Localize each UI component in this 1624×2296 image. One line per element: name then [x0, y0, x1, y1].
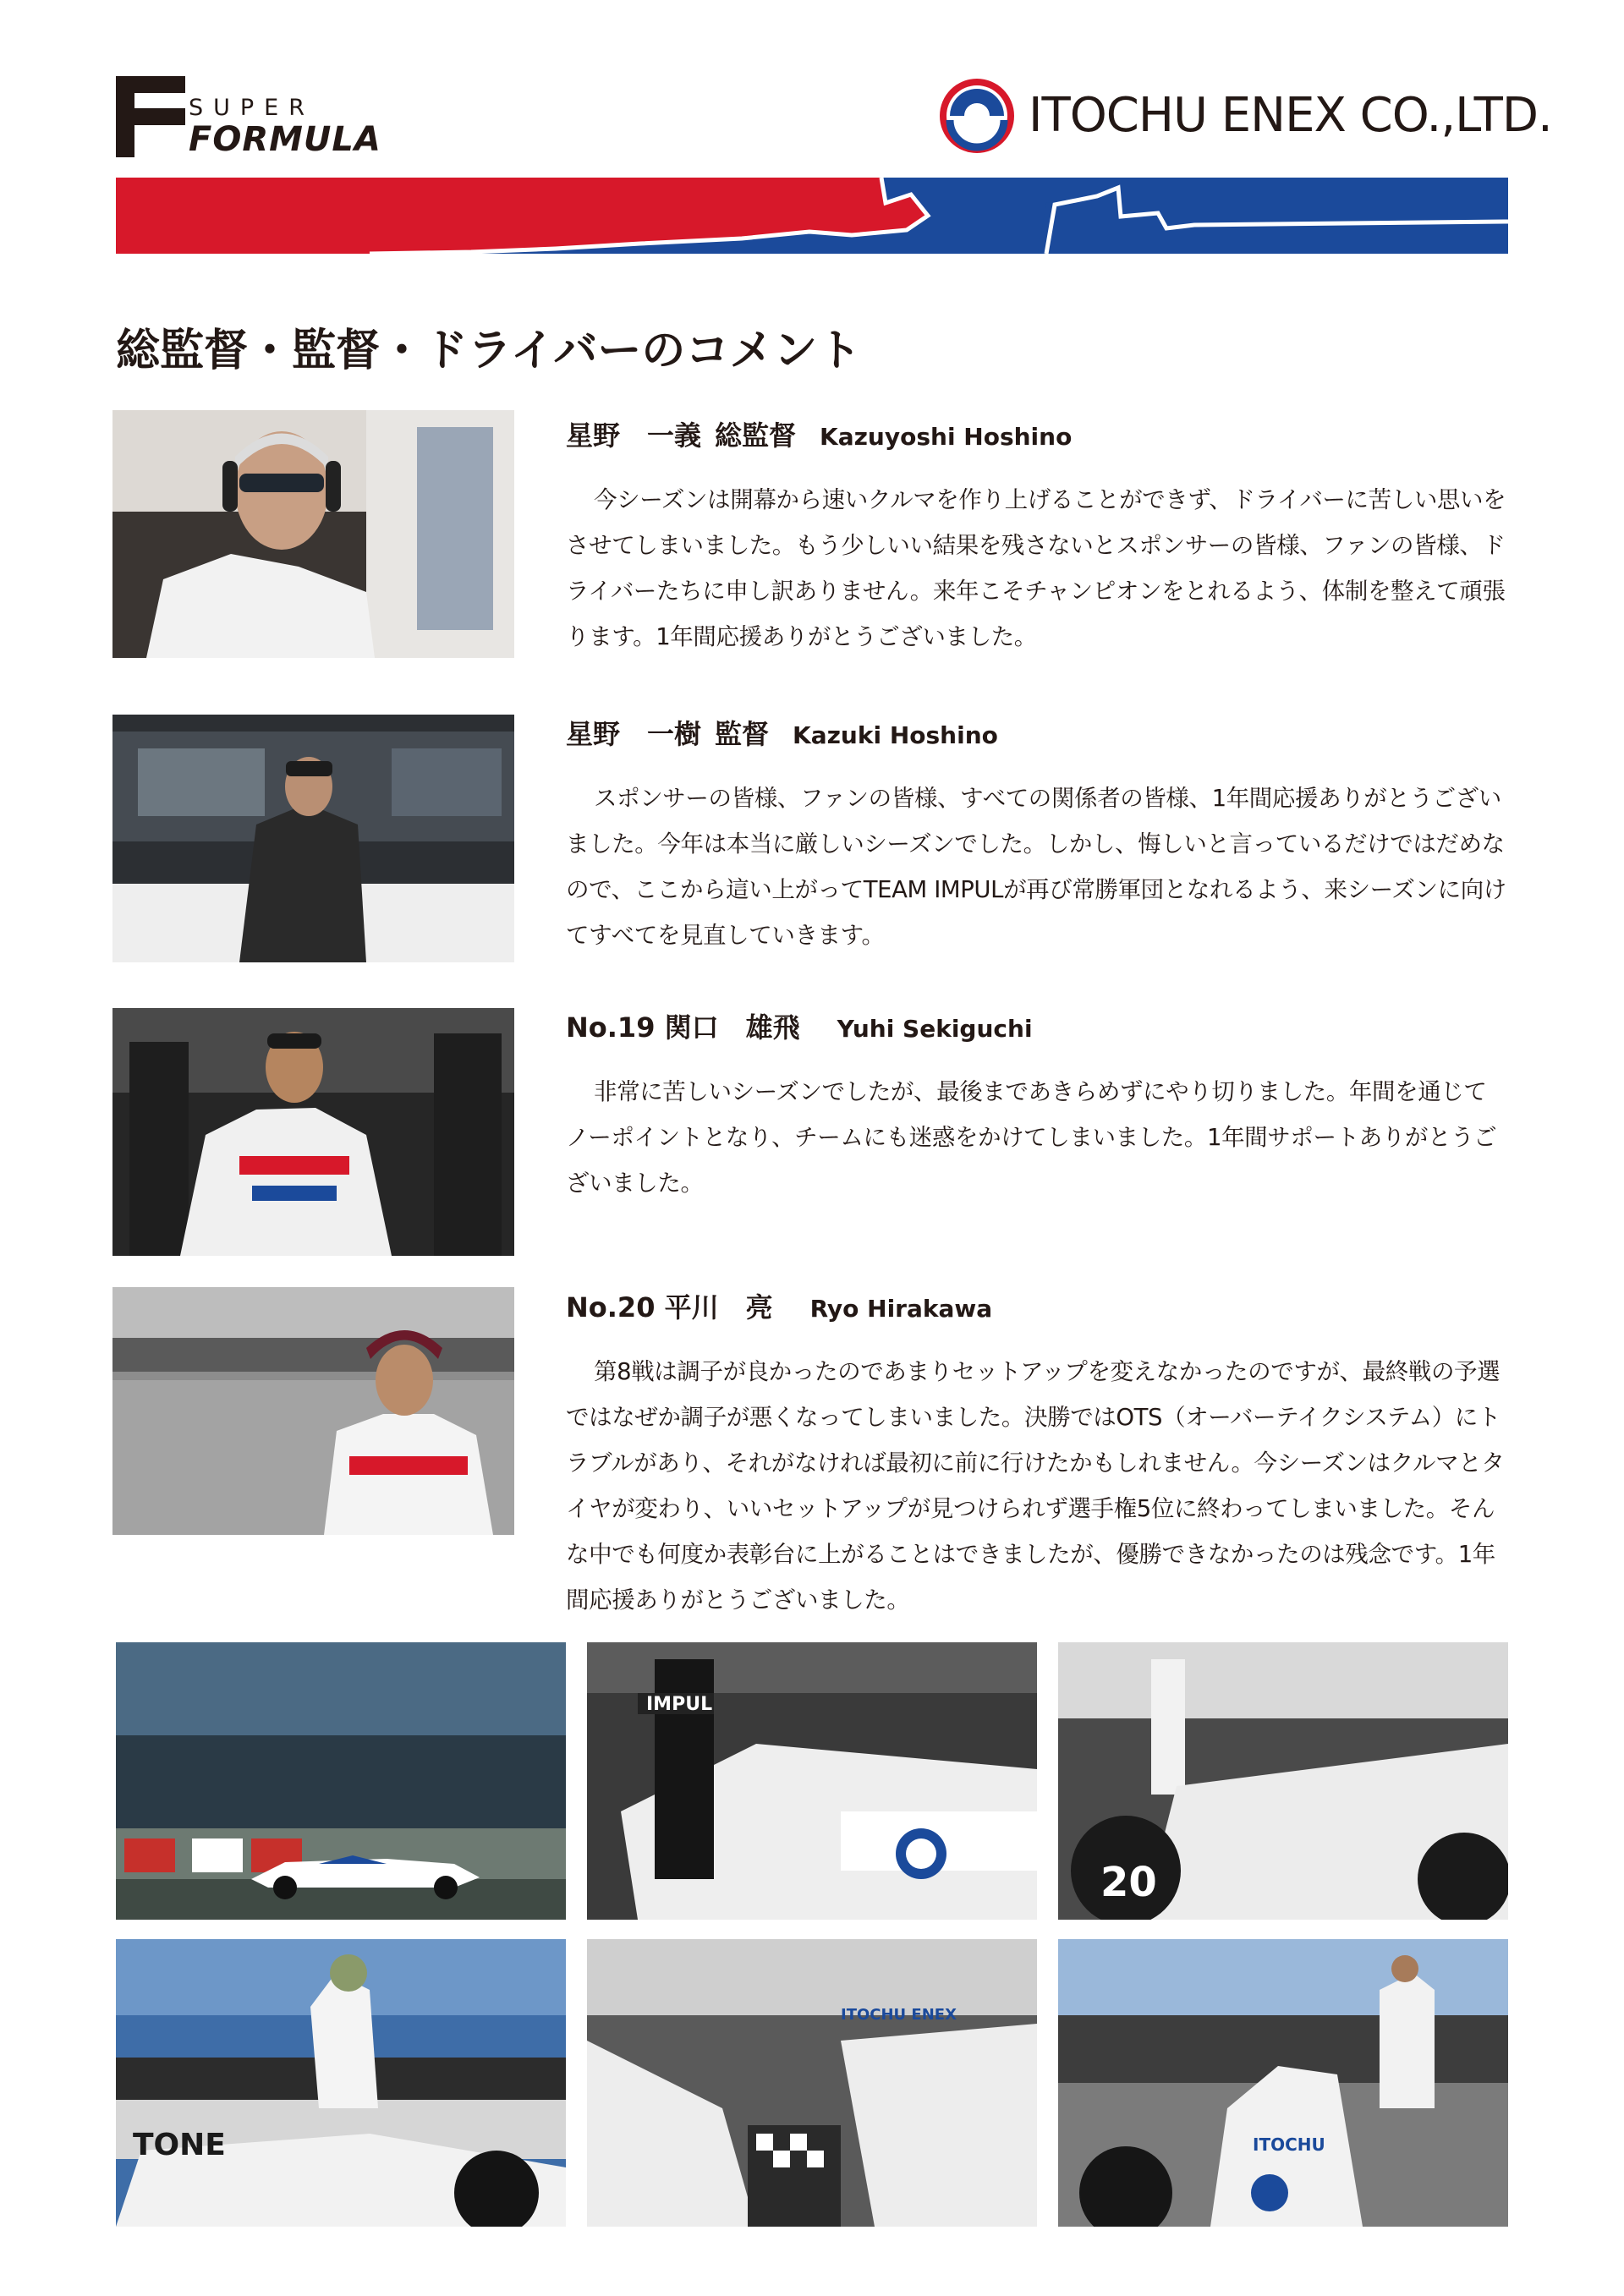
itochu-enex-mark-icon — [937, 76, 1017, 156]
comment-name-en: Kazuki Hoshino — [793, 721, 998, 749]
comment-body: 非常に苦しいシーズンでしたが、最後まであきらめずにやり切りました。年間を通じてノーポイントとなり、チームにも迷惑をかけてしまいました。1年間サポートありがとうございました。 — [566, 1078, 1497, 1197]
gallery-caption-itochu: ITOCHU — [1253, 2134, 1325, 2155]
comment-body: 今シーズンは開幕から速いクルマを作り上げることができず、ドライバーに苦しい思いをさせてしまいました。もう少しいい結果を残さないとスポンサーの皆様、ファンの皆様、ドライバーたちに申し訳ありません。来年こそチャンピオンをとれるよう、体制を整えて頑張ります。1年間応援ありがとうございました。 — [566, 486, 1506, 650]
comment-ryo-hirakawa — [566, 1286, 1509, 1623]
comment-name: 星野 一義 — [566, 419, 702, 452]
comment-kazuyoshi-hoshino — [566, 414, 1509, 660]
comment-name: No.19 関口 雄飛 — [566, 1011, 800, 1044]
comment-yuhi-sekiguchi — [566, 1006, 1509, 1206]
comment-role: 総監督 — [715, 419, 797, 452]
track-banner — [116, 178, 1508, 254]
super-formula-line1: SUPER — [189, 95, 315, 121]
portrait-kazuyoshi-hoshino — [112, 410, 514, 658]
comment-body: スポンサーの皆様、ファンの皆様、すべての関係者の皆様、1年間応援ありがとうございました。今年は本当に厳しいシーズンでした。しかし、悔しいと言っているだけではだめなので、ここから這い上がってTEAM IMPULが再び常勝軍団となれるよう、来シーズンに向けてすべてを見直していきます。 — [566, 785, 1506, 949]
itochu-enex-logo — [937, 76, 1552, 157]
super-formula-logo — [116, 76, 381, 159]
gallery-photo-car-on-track — [116, 1642, 566, 1920]
portrait-kazuki-hoshino — [112, 715, 514, 962]
comment-name-en: Ryo Hirakawa — [809, 1295, 993, 1323]
comment-name: 星野 一樹 — [566, 718, 702, 750]
comment-name-en: Kazuyoshi Hoshino — [820, 423, 1073, 451]
gallery-caption-car-number: 20 — [1100, 1859, 1157, 1906]
comment-kazuki-hoshino — [566, 713, 1509, 958]
gallery-caption-impul: IMPUL — [646, 1694, 713, 1715]
comment-name: No.20 平川 亮 — [566, 1291, 773, 1323]
super-formula-mark-icon — [116, 76, 185, 157]
comment-name-en: Yuhi Sekiguchi — [837, 1015, 1033, 1043]
gallery-photo-car-20-garage — [1058, 1642, 1508, 1920]
itochu-enex-wordmark: ITOCHU ENEX CO.,LTD. — [1029, 88, 1552, 143]
portrait-ryo-hirakawa — [112, 1287, 514, 1535]
gallery-caption-tone: TONE — [133, 2128, 226, 2162]
gallery-photo-cars-in-garage — [587, 1939, 1037, 2227]
portrait-yuhi-sekiguchi — [112, 1008, 514, 1256]
gallery-caption-itochu-enex: ITOCHU ENEX — [841, 2006, 957, 2024]
page-title: 総監督・監督・ドライバーのコメント — [116, 326, 862, 376]
gallery-photo-driver-on-grid — [1058, 1939, 1508, 2227]
super-formula-line2: FORMULA — [189, 120, 381, 159]
comment-body: 第8戦は調子が良かったのであまりセットアップを変えなかったのですが、最終戦の予選ではなぜか調子が悪くなってしまいました。決勝ではOTS（オーバーテイクシステム）にトラブルがあり、それがなければ最初に前に行けたかもしれません。今シーズンはクルマとタイヤが変わり、いいセットアップが見つけられず選手権5位に終わってしまいました。そんな中でも何度か表彰台に上がることはできましたが、優勝できなかったのは残念です。1年間応援ありがとうございました。 — [566, 1358, 1505, 1614]
comment-role: 監督 — [715, 718, 770, 750]
gallery-photo-driver-exiting-car — [116, 1939, 566, 2227]
gallery-photo-car-pit-front — [587, 1642, 1037, 1920]
